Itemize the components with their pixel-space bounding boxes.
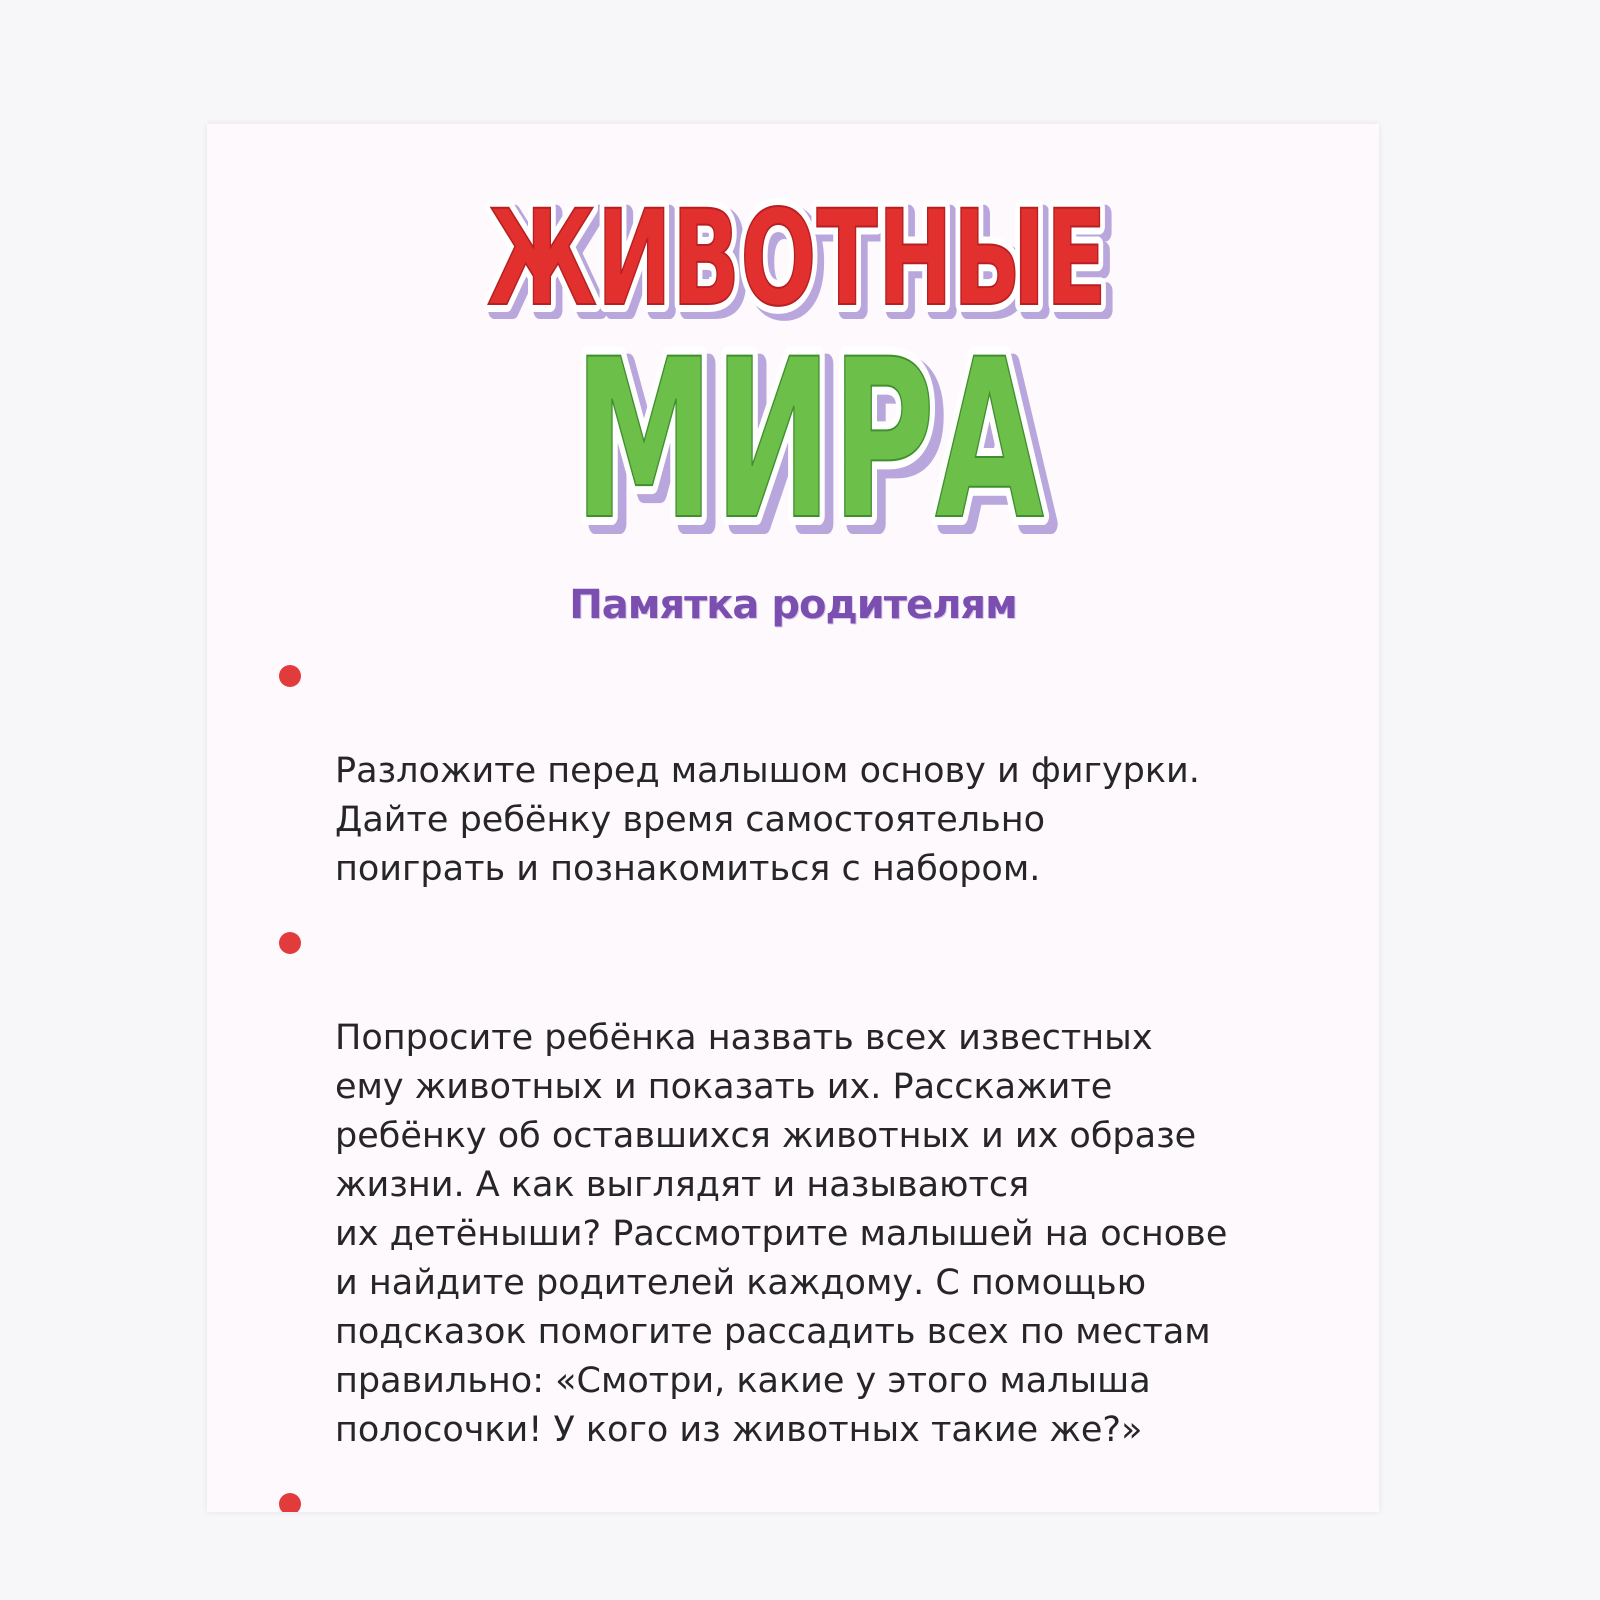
instruction-item bbox=[267, 1477, 1357, 1512]
title-line-1-outline: ЖИВОТНЫЕ bbox=[487, 182, 1107, 336]
title-line-2-shadow: МИРА bbox=[582, 320, 1052, 576]
title-logo bbox=[447, 162, 1147, 602]
title-line-2: МИРА bbox=[574, 312, 1044, 568]
bullet-dot-icon bbox=[279, 932, 301, 954]
bullet-dot-icon bbox=[279, 665, 301, 687]
title-line-1: ЖИВОТНЫЕ bbox=[487, 182, 1107, 336]
instruction-list bbox=[267, 649, 1357, 1512]
parent-leaflet bbox=[207, 124, 1379, 1512]
leaflet-subtitle: Памятка родителям bbox=[569, 582, 1017, 628]
instruction-item bbox=[267, 649, 1357, 894]
instruction-text: Разложите перед малышом основу и фигурки. Дайте ребёнку время самостоятельно поиграть и познакомиться с набором. bbox=[335, 751, 1200, 889]
instruction-item bbox=[267, 916, 1357, 1455]
title-line-2-outline: МИРА bbox=[574, 312, 1044, 568]
bullet-dot-icon bbox=[279, 1493, 301, 1512]
instruction-text: Попросите ребёнка назвать всех известных ему животных и показать их. Расскажите ребёнку об оставшихся животных и их образе жизни. А как выглядят и называются их детёныши? Рассмотрите малышей на основе и найдите родителей каждому. С помощью подсказок помогите рассадить всех по местам правильно: «Смотри, какие у этого малыша полосочки! У кого из животных такие же?» bbox=[335, 1018, 1228, 1450]
title-line-1-shadow: ЖИВОТНЫЕ bbox=[493, 188, 1113, 342]
